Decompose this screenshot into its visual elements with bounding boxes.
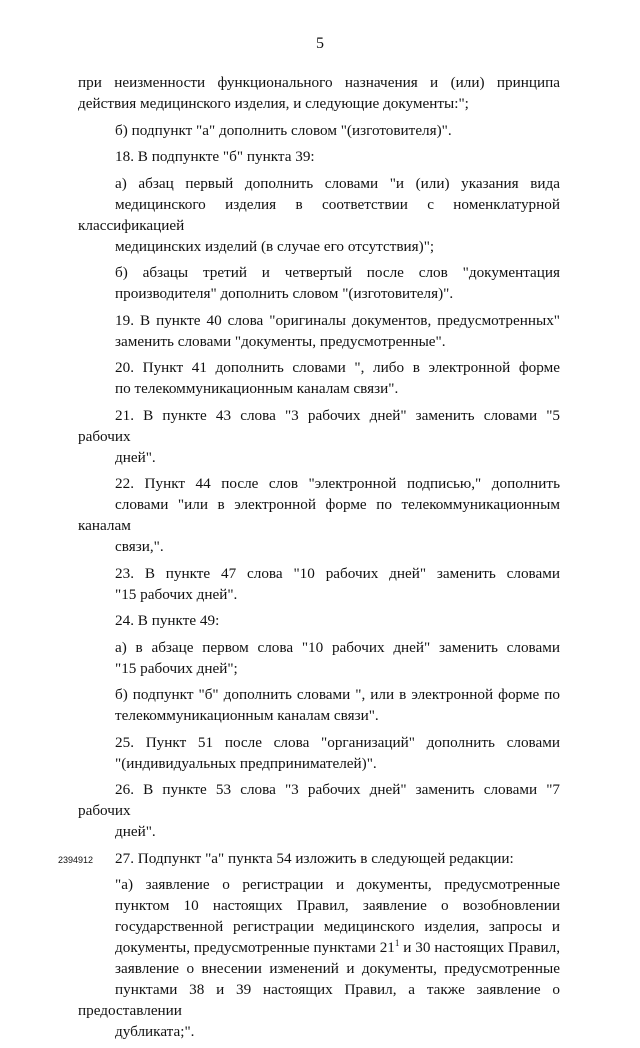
paragraph <box>78 310 560 352</box>
text-line: действия медицинского изделия, и следующие документы:"; <box>78 95 469 112</box>
text-line: дней". <box>115 448 156 466</box>
paragraph <box>78 563 560 605</box>
text-line: 21. В пункте 43 слова "3 рабочих дней" заменить словами "5 рабочих <box>78 406 560 445</box>
paragraph <box>78 473 560 557</box>
paragraph <box>78 72 560 114</box>
text-line: медицинских изделий (в случае его отсутствия)"; <box>115 237 435 255</box>
paragraph <box>78 610 560 631</box>
text-line: б) подпункт "б" дополнить словами ", или в электронной форме по <box>115 686 560 703</box>
text-line: пунктами 38 и 39 настоящих Правил, а также заявление о предоставлении <box>78 981 560 1019</box>
text-line: дней". <box>115 823 156 840</box>
text-line: а) абзац первый дополнить словами "и (или) указания вида <box>115 174 560 192</box>
paragraph <box>78 779 560 842</box>
text-line: 26. В пункте 53 слова "3 рабочих дней" заменить словами "7 рабочих <box>78 781 560 819</box>
text-line: 24. В пункте 49: <box>115 612 220 629</box>
text-line: "15 рабочих дней"; <box>115 659 238 677</box>
text-line: 20. Пункт 41 дополнить словами ", либо в электронной форме <box>115 359 560 376</box>
paragraph <box>78 146 560 167</box>
text-line: по телекоммуникационным каналам связи". <box>115 380 399 397</box>
paragraph <box>78 173 560 257</box>
text-line: связи,". <box>115 538 164 555</box>
paragraph <box>78 357 560 399</box>
paragraph <box>78 120 560 141</box>
paragraph <box>78 405 560 468</box>
text-line: медицинского изделия в соответствии с номенклатурной классификацией <box>78 195 560 234</box>
text-line: заявление о внесении изменений и документы, предусмотренные <box>115 960 560 977</box>
text-line: 19. В пункте 40 слова "оригиналы документов, предусмотренных" <box>115 311 560 329</box>
paragraph <box>78 637 560 679</box>
text-line: "а) заявление о регистрации и документы, предусмотренные <box>115 876 560 893</box>
text-line: документы, предусмотренные пунктами $21^1$ и 30 настоящих Правил, <box>115 937 561 956</box>
text-line: 23. В пункте 47 слова "10 рабочих дней" заменить словами <box>115 564 560 582</box>
document-body <box>78 72 560 1048</box>
text-line: дубликата;". <box>115 1023 195 1040</box>
text-line: при неизменности функционального назначения и (или) принципа <box>78 74 560 91</box>
text-line: 25. Пункт 51 после слова "организаций" дополнить словами <box>115 733 560 751</box>
text-line: производителя" дополнить словом "(изготовителя)". <box>115 285 454 302</box>
paragraph <box>78 848 560 869</box>
text-line: б) подпункт "а" дополнить словом "(изготовителя)". <box>115 121 452 139</box>
text-line: заменить словами "документы, предусмотренные". <box>115 332 446 350</box>
text-line: а) в абзаце первом слова "10 рабочих дней" заменить словами <box>115 638 560 656</box>
text-line: "15 рабочих дней". <box>115 585 238 603</box>
paragraph <box>78 684 560 726</box>
paragraph <box>78 874 560 1042</box>
text-line: словами "или в электронной форме по телекоммуникационным каналам <box>78 496 560 534</box>
text-line: 18. В подпункте "б" пункта 39: <box>115 148 315 165</box>
text-line: 22. Пункт 44 после слов "электронной подписью," дополнить <box>115 475 560 492</box>
text-line: государственной регистрации медицинского изделия, запросы и <box>115 918 560 935</box>
text-line: телекоммуникационным каналам связи". <box>115 707 379 724</box>
text-line: б) абзацы третий и четвертый после слов "документация <box>115 264 560 281</box>
paragraph <box>78 732 560 774</box>
text-line: пунктом 10 настоящих Правил, заявление о возобновлении <box>115 897 560 914</box>
document-code: 2394912 <box>58 855 94 865</box>
text-line: 27. Подпункт "а" пункта 54 изложить в следующей редакции: <box>115 849 514 867</box>
paragraph <box>78 262 560 304</box>
page-number: 5 <box>316 35 324 52</box>
text-line: "(индивидуальных предпринимателей)". <box>115 754 377 772</box>
